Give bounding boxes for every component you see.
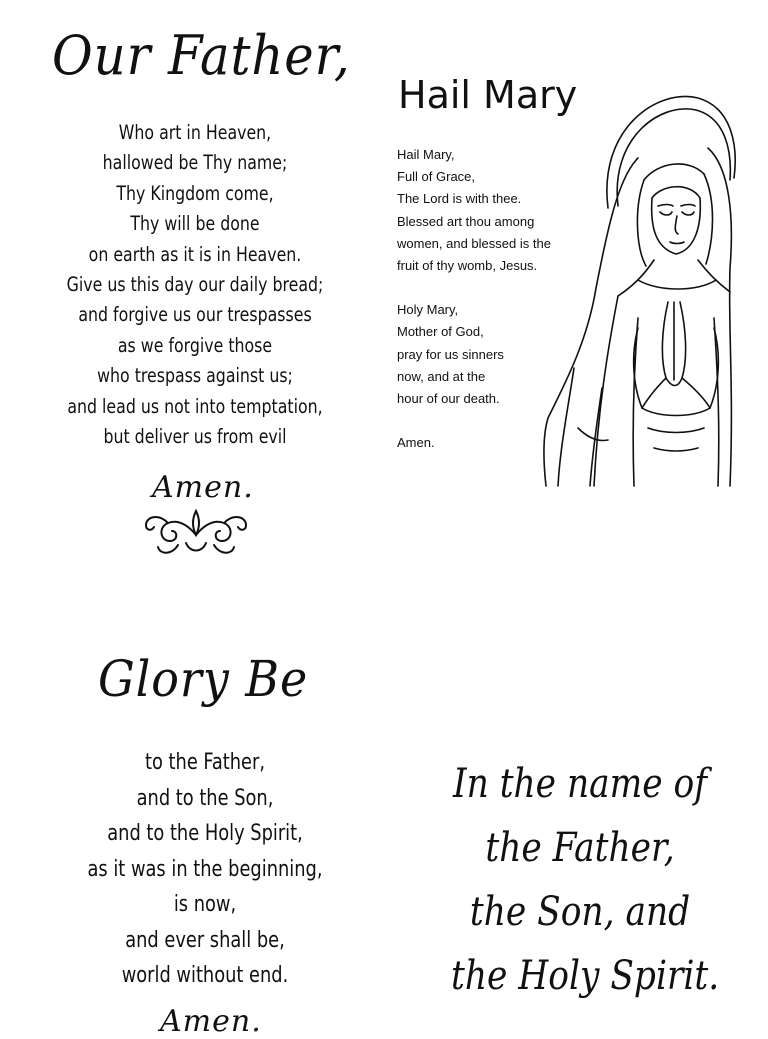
- hail-mary-line: women, and blessed is the: [397, 235, 551, 251]
- our-father-text: [38, 118, 353, 452]
- glory-be-line: and to the Holy Spirit,: [107, 821, 303, 846]
- hail-mary-line: Hail Mary,: [397, 147, 455, 162]
- our-father-line: Who art in Heaven,: [118, 121, 272, 144]
- our-father-amen: Amen.: [152, 470, 254, 505]
- sign-of-cross-line: the Father,: [485, 825, 675, 871]
- glory-be-line: as it was in the beginning,: [87, 856, 323, 882]
- our-father-line: but deliver us from evil: [103, 425, 287, 449]
- our-father-line: hallowed be Thy name;: [102, 151, 288, 175]
- hail-mary-title: Hail Mary: [398, 73, 578, 117]
- glory-be-line: world without end.: [121, 963, 289, 988]
- hail-mary-line: Full of Grace,: [397, 169, 476, 185]
- glory-be-line: and to the Son,: [136, 785, 274, 811]
- our-father-line: on earth as it is in Heaven.: [88, 242, 302, 266]
- sign-of-cross-line: the Son, and: [469, 889, 691, 935]
- hail-mary-line: fruit of thy womb, Jesus.: [397, 258, 538, 274]
- hail-mary-line: Mother of God,: [397, 324, 484, 340]
- flourish-ornament-icon: [138, 503, 254, 559]
- glory-be-line: is now,: [173, 892, 237, 917]
- hail-mary-line: Blessed art thou among: [397, 213, 535, 229]
- our-father-line: as we forgive those: [117, 333, 273, 357]
- our-father-title: Our Father,: [52, 24, 351, 87]
- sign-of-cross-line: the Holy Spirit.: [451, 953, 720, 999]
- hail-mary-line: now, and at the: [397, 368, 486, 384]
- our-father-line: who trespass against us;: [97, 364, 293, 388]
- our-father-line: Give us this day our daily bread;: [66, 273, 324, 297]
- mary-illustration-icon: [538, 88, 738, 488]
- our-father-line: Thy Kingdom come,: [116, 181, 274, 205]
- glory-be-title: Glory Be: [98, 650, 309, 708]
- our-father-line: Thy will be done: [130, 212, 260, 236]
- hail-mary-line: pray for us sinners: [397, 346, 504, 362]
- glory-be-line: to the Father,: [145, 750, 265, 775]
- glory-be-text: [48, 745, 363, 994]
- sign-of-cross-text: [451, 752, 720, 1008]
- glory-be-amen: Amen.: [160, 1004, 262, 1039]
- glory-be-line: and ever shall be,: [125, 927, 285, 953]
- sign-of-cross-line: In the name of: [453, 761, 707, 807]
- hail-mary-line: hour of our death.: [397, 391, 500, 407]
- hail-mary-amen: Amen.: [397, 435, 435, 451]
- our-father-line: and lead us not into temptation,: [67, 394, 323, 418]
- our-father-line: and forgive us our trespasses: [78, 303, 312, 327]
- hail-mary-line: The Lord is with thee.: [397, 191, 522, 207]
- hail-mary-line: Holy Mary,: [397, 302, 459, 318]
